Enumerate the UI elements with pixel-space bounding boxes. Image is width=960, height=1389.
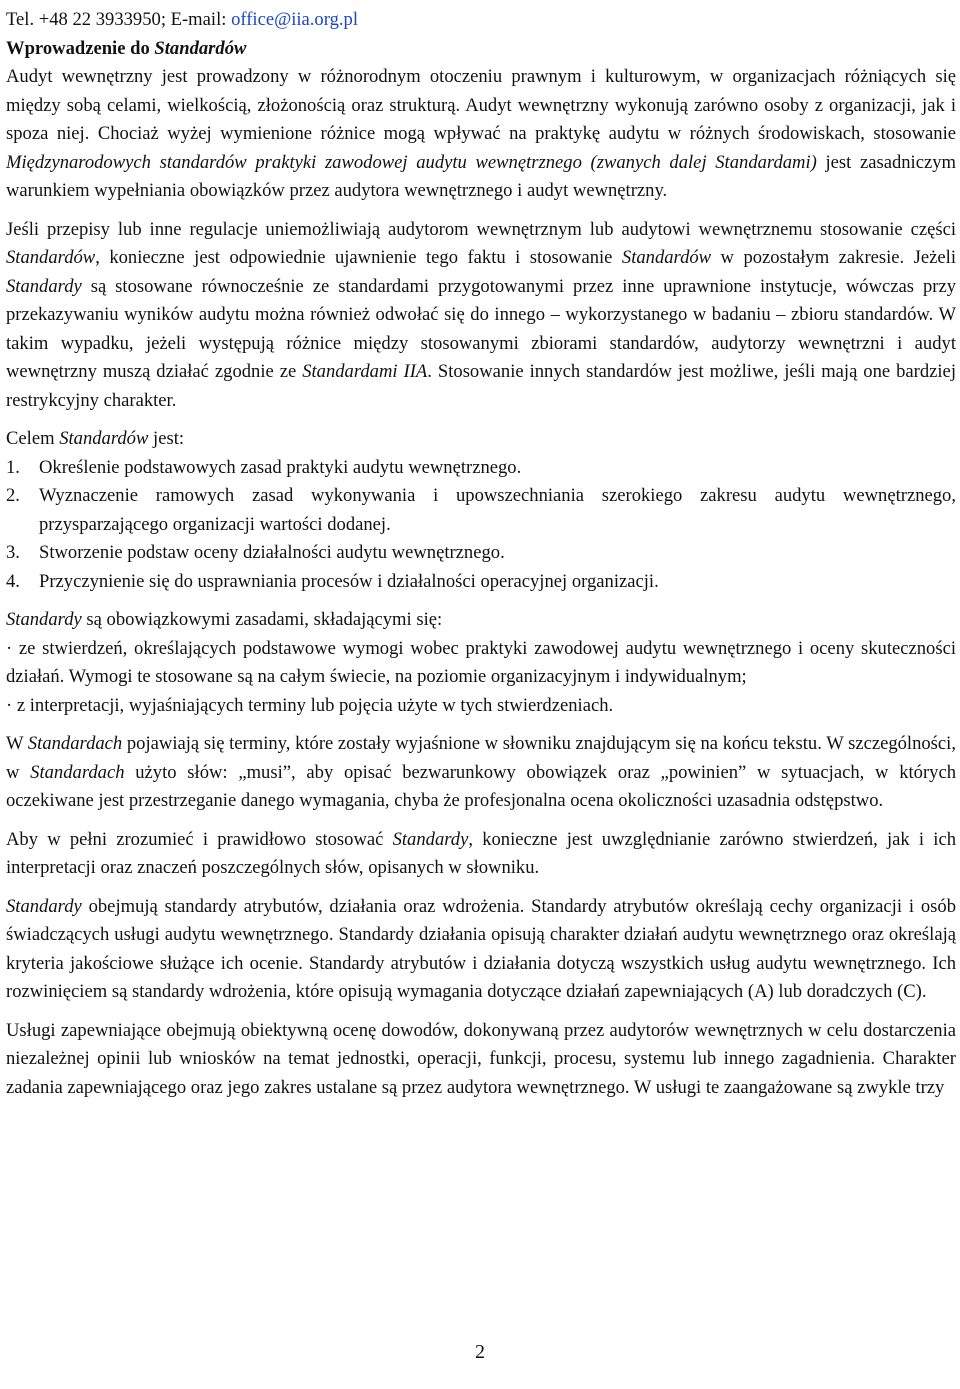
paragraph-goals-intro: Celem Standardów jest: xyxy=(6,428,185,449)
paragraph-regulations: Jeśli przepisy lub inne regulacje uniemożliwiają audytorom wewnętrznym lub audytowi wewnętrznemu stosowanie części Standardów, konieczne jest odpowiednie ujawnienie tego faktu i stosowanie Standardów w pozostałym zakresie. Jeżeli Standardy są stosowane równocześnie ze standardami przygotowanymi przez inne uprawnione instytucje, wówczas przy przekazywaniu wyników audytu można również odwołać się do innego – wykorzystanego w badaniu – zbioru standardów. W takim wypadku, jeżeli występują różnice między stosowanymi zbiorami standardów, audytorzy wewnętrzni i audyt wewnętrzny muszą działać zgodnie ze Standardami IIA. Stosowanie innych standardów jest możliwe, jeśli mają one bardziej restrykcyjny charakter. xyxy=(6,218,956,411)
list-item: 2. Wyznaczenie ramowych zasad wykonywania i upowszechniania szerokiego zakresu audytu wewnętrznego, przysparzającego organizacji wartości dodanej. xyxy=(6,485,956,535)
list-item: 1. Określenie podstawowych zasad praktyki audytu wewnętrznego. xyxy=(6,456,522,478)
contact-phone: Tel. +48 22 3933950; E-mail: xyxy=(6,9,232,30)
list-item: 4. Przyczynienie się do usprawniania procesów i działalności operacyjnej organizacji. xyxy=(6,570,659,592)
contact-email-link[interactable]: office@iia.org.pl xyxy=(231,9,358,30)
paragraph-intro: Audyt wewnętrzny jest prowadzony w różnorodnym otoczeniu prawnym i kulturowym, w organizacjach różniących się między sobą celami, wielkością, złożonością oraz strukturą. Audyt wewnętrzny wykonują zarówno osoby z organizacji, jak i spoza niej. Chociaż wyżej wymienione różnice mogą wpływać na praktykę audytu w różnych środowiskach, stosowanie Międzynarodowych standardów praktyki zawodowej audytu wewnętrznego (zwanych dalej Standardami) jest zasadniczym warunkiem wypełniania obowiązków przez audytora wewnętrznego i audyt wewnętrzny. xyxy=(6,66,956,201)
paragraph-standards-components: Standardy są obowiązkowymi zasadami, składającymi się: xyxy=(6,609,443,630)
list-item: 3. Stworzenie podstaw oceny działalności audytu wewnętrznego. xyxy=(6,542,505,563)
section-heading: Wprowadzenie do Standardów xyxy=(6,37,247,59)
paragraph-understanding: Aby w pełni zrozumieć i prawidłowo stosować Standardy, konieczne jest uwzględnianie zarówno stwierdzeń, jak i ich interpretacji oraz znaczeń poszczególnych słów, opisanych w słowniku. xyxy=(6,828,956,878)
contact-line xyxy=(6,6,956,35)
paragraph-assurance-services: Usługi zapewniające obejmują obiektywną ocenę dowodów, dokonywaną przez audytorów wewnętrznych w celu dostarczenia niezależnej opinii lub wniosków na temat jednostki, operacji, funkcji, procesu, systemu lub innego zagadnienia. Charakter zadania zapewniającego oraz jego zakres ustalane są przez audytora wewnętrznego. W usługi te zaangażowane są zwykle trzy xyxy=(6,1019,956,1098)
bullet-item: · z interpretacji, wyjaśniających terminy lub pojęcia użyte w tych stwierdzeniach. xyxy=(6,694,614,716)
page-number: 2 xyxy=(475,1341,485,1363)
bullet-item: · ze stwierdzeń, określających podstawowe wymogi wobec praktyki zawodowej audytu wewnętrznego i oceny skuteczności działań. Wymogi te stosowane są na całym świecie, na poziomie organizacyjnym i indywidualnym; xyxy=(6,637,956,687)
paragraph-terms: W Standardach pojawiają się terminy, które zostały wyjaśnione w słowniku znajdującym się na końcu tekstu. W szczególności, w Standardach użyto słów: „musi”, aby opisać bezwarunkowy obowiązek oraz „powinien” w sytuacjach, w których oczekiwane jest przestrzeganie danego wymagania, chyba że profesjonalna ocena okoliczności uzasadnia odstępstwo. xyxy=(6,733,956,811)
goals-list xyxy=(6,454,956,597)
paragraph-standards-types: Standardy obejmują standardy atrybutów, działania oraz wdrożenia. Standardy atrybutów określają cechy organizacji i osób świadczących usługi audytu wewnętrznego. Standardy działania opisują charakter działań audytu wewnętrznego oraz określają kryteria jakościowe służące ich ocenie. Standardy atrybutów i działania dotyczą wszystkich usług audytu wewnętrznego. Ich rozwinięciem są standardy wdrożenia, które opisują wymagania dotyczące działań zapewniających (A) lub doradczych (C). xyxy=(6,895,956,1002)
